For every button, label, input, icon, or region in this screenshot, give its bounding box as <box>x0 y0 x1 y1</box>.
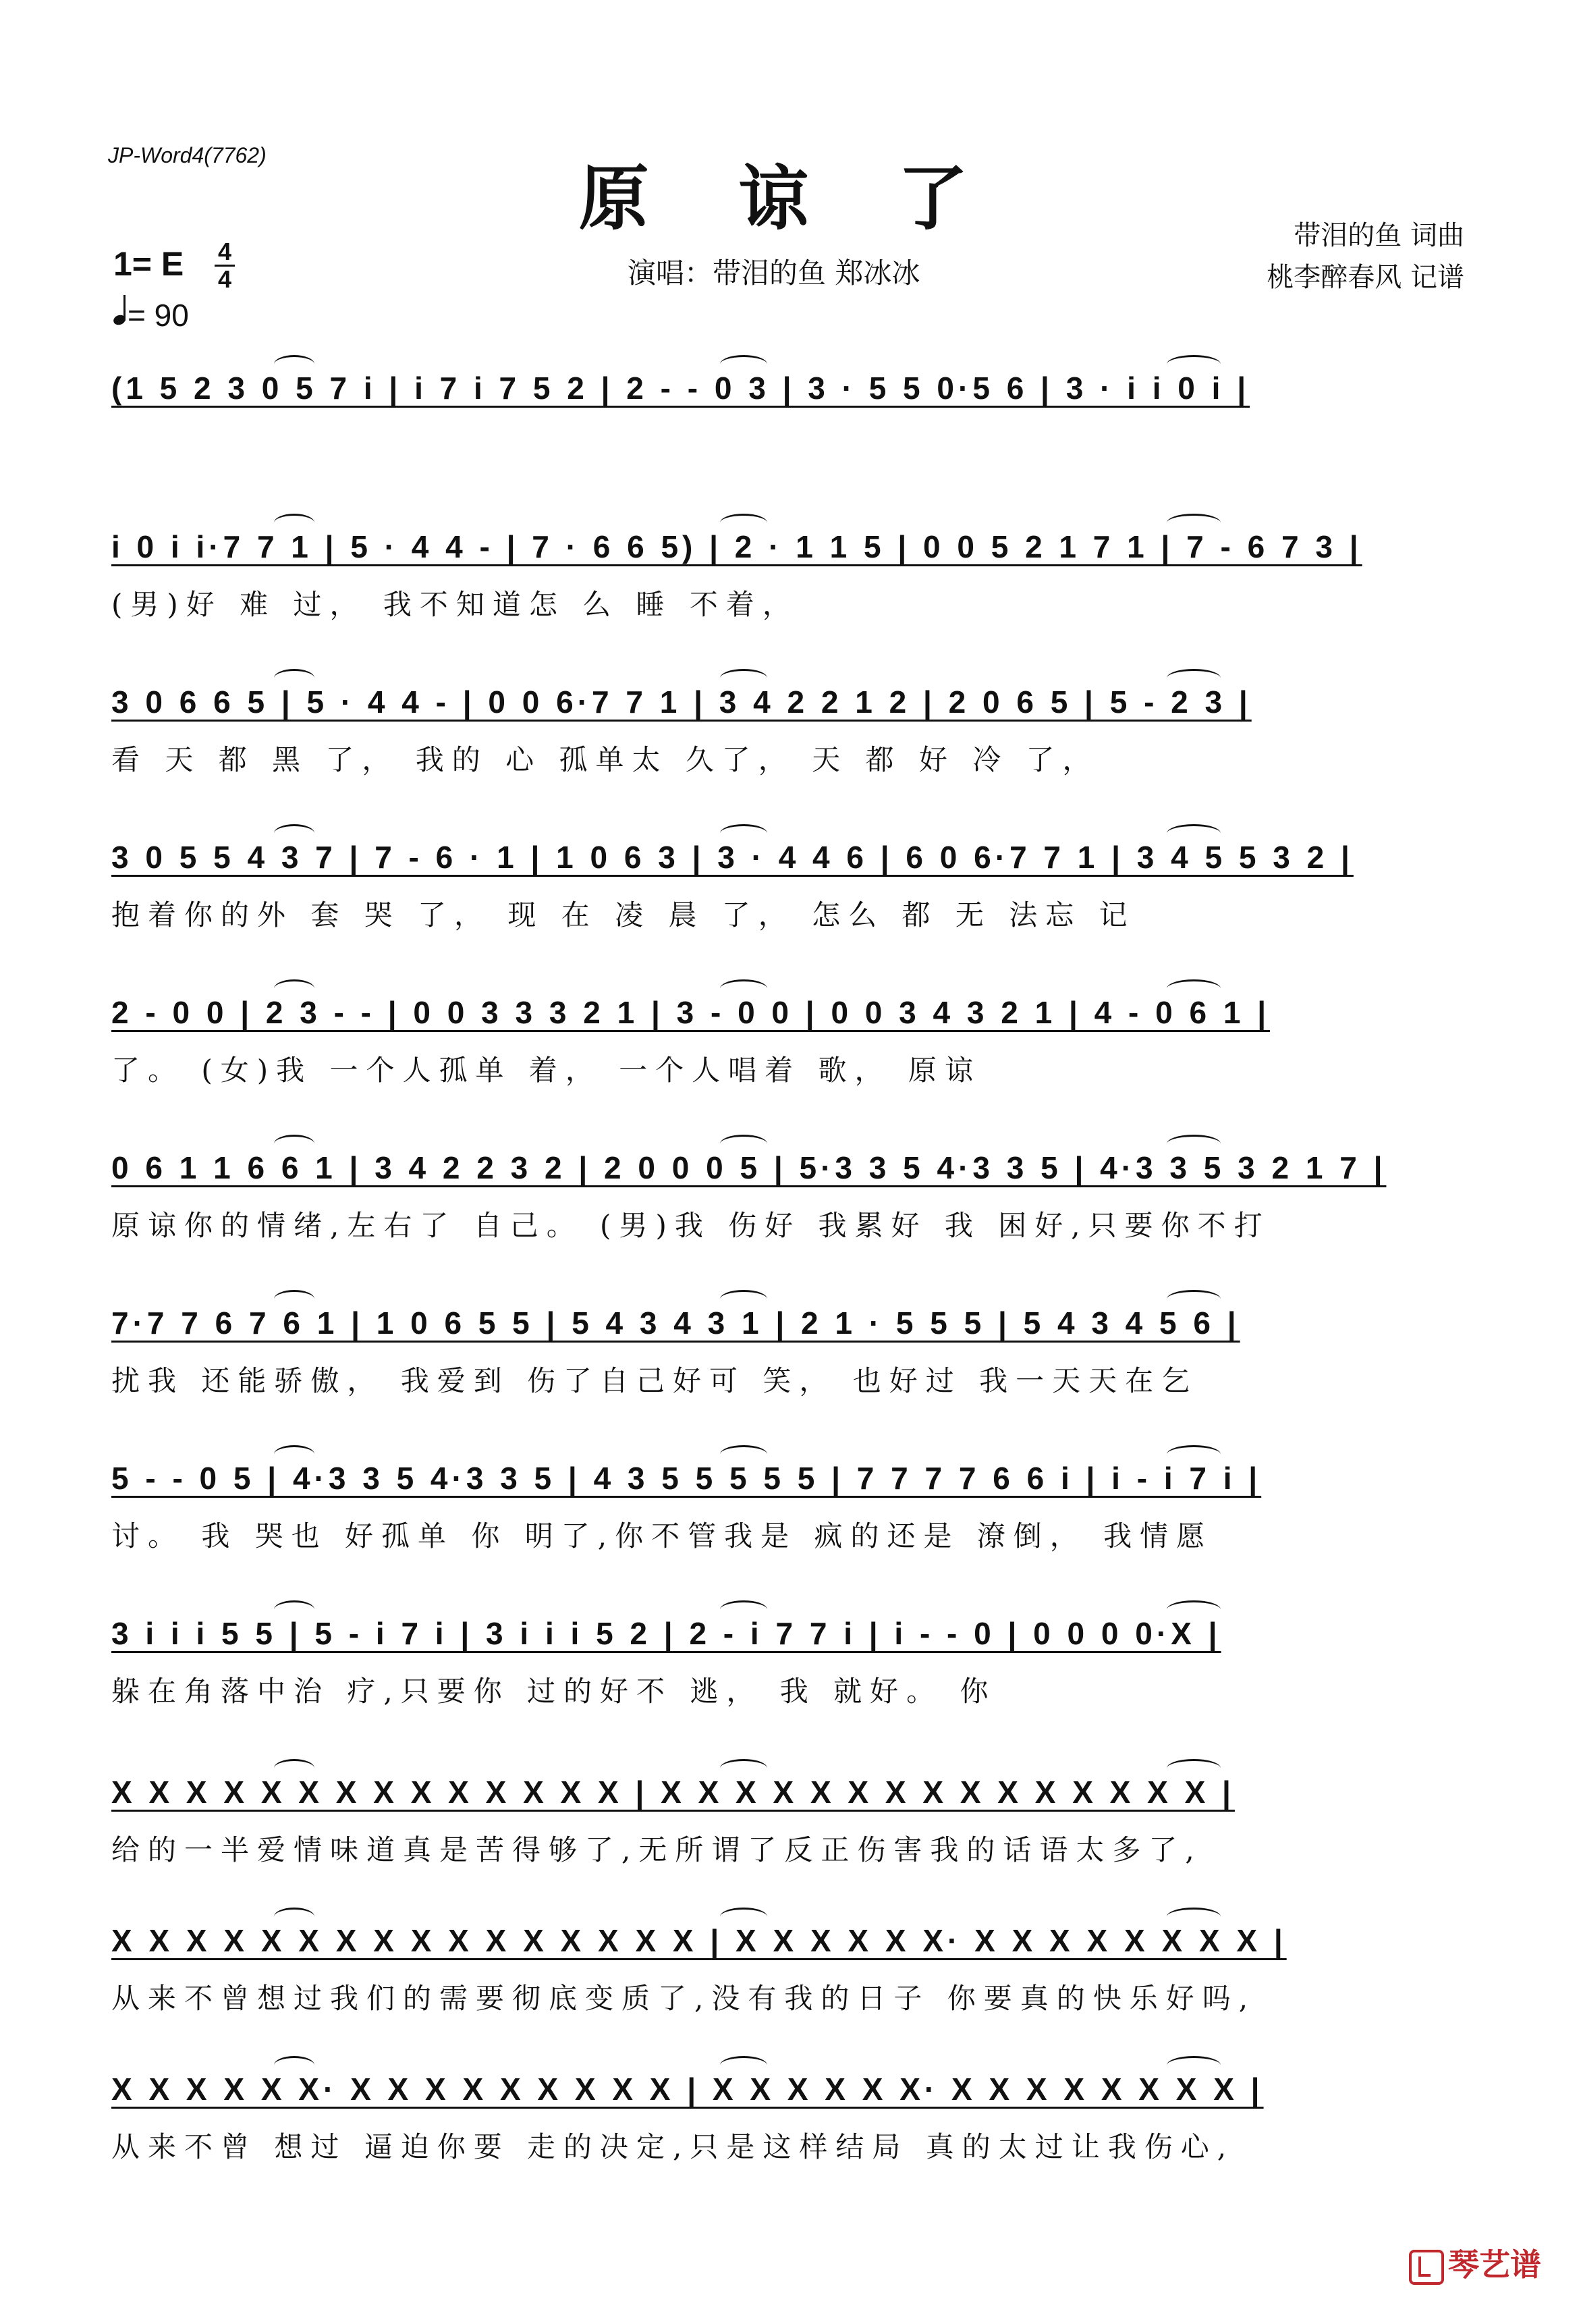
lyrics-line: 躲在角落中治 疗,只要你 过的好不 逃， 我 就好。 你 <box>111 1675 997 1708</box>
notation-line: 3 0 5 5 4 3 7 | 7 - 6 · 1 | 1 0 6 3 | 3 · 4 4 6 | 6 0 6·7 7 1 | 3 4 5 5 3 2 | <box>111 840 1354 875</box>
notation-line: 7·7 7 6 7 6 1 | 1 0 6 5 5 | 5 4 3 4 3 1 | 2 1 · 5 5 5 | 5 4 3 4 5 6 | <box>111 1305 1240 1341</box>
slur-arc <box>1167 669 1221 687</box>
lyrics-line: 抱着你的外 套 哭 了， 现 在 凌 晨 了， 怎么 都 无 法忘 记 <box>111 898 1136 931</box>
song-title: 原 谅 了 <box>578 157 1001 240</box>
notation-line: X X X X X X X X X X X X X X X X | X X X X X X· X X X X X X X X | <box>111 1923 1287 1958</box>
key-signature: 1= E <box>113 245 184 283</box>
slur-arc <box>1167 1135 1221 1153</box>
slur-arc <box>720 1135 767 1153</box>
slur-arc <box>720 355 767 373</box>
notation-line: 0 6 1 1 6 6 1 | 3 4 2 2 3 2 | 2 0 0 0 5 | 5·3 3 5 4·3 3 5 | 4·3 3 5 3 2 1 7 | <box>111 1150 1387 1185</box>
notation-line: i 0 i i·7 7 1 | 5 · 4 4 - | 7 · 6 6 5) | 2 · 1 1 5 | 0 0 5 2 1 7 1 | 7 - 6 7 3 | <box>111 529 1362 564</box>
slur-arc <box>274 355 314 373</box>
lyrics-line: 给的一半爱情味道真是苦得够了,无所谓了反正伤害我的话语太多了, <box>111 1833 1202 1866</box>
slur-arc <box>274 2056 314 2074</box>
slur-arc <box>274 1445 314 1463</box>
notation-line: X X X X X X X X X X X X X X | X X X X X X X X X X X X X X X | <box>111 1775 1235 1810</box>
notation-line: X X X X X X· X X X X X X X X X | X X X X X X· X X X X X X X X | <box>111 2072 1264 2107</box>
score-row <box>111 1455 1464 1556</box>
lyrics-line: 扰我 还能骄傲， 我爱到 伤了自己好可 笑， 也好过 我一天天在乞 <box>111 1364 1198 1397</box>
score-row <box>111 1917 1464 2018</box>
tempo-marking <box>113 297 189 333</box>
site-logo <box>1409 2240 1541 2285</box>
lyrics-line: 了。 (女)我 一个人孤单 着， 一个人唱着 歌， 原谅 <box>111 1054 981 1087</box>
score-row <box>111 678 1464 780</box>
slur-arc <box>274 1908 314 1926</box>
score-row <box>111 2065 1464 2167</box>
slur-arc <box>720 1908 767 1926</box>
tempo-value: = 90 <box>128 298 189 333</box>
slur-arc <box>720 669 767 687</box>
slur-arc <box>274 1290 314 1308</box>
slur-arc <box>1167 1445 1221 1463</box>
slur-arc <box>1167 979 1221 998</box>
slur-arc <box>720 1290 767 1308</box>
transcriber: 桃李醉春风 记谱 <box>1267 262 1464 293</box>
score-row <box>111 989 1464 1090</box>
slur-arc <box>274 824 314 842</box>
software-label: JP-Word4(7762) <box>108 143 267 167</box>
notation-line: 2 - 0 0 | 2 3 - - | 0 0 3 3 3 2 1 | 3 - 0 0 | 0 0 3 4 3 2 1 | 4 - 0 6 1 | <box>111 995 1271 1030</box>
slur-arc <box>274 514 314 532</box>
slur-arc <box>274 1135 314 1153</box>
logo-icon <box>1409 2250 1444 2285</box>
slur-arc <box>1167 824 1221 842</box>
slur-arc <box>720 1759 767 1777</box>
score-row <box>111 834 1464 935</box>
time-signature-bottom: 4 <box>217 265 232 293</box>
logo-text: 琴艺谱 <box>1448 2247 1541 2282</box>
notation-line: (1 5 2 3 0 5 7 i | i 7 i 7 5 2 | 2 - - 0 3 | 3 · 5 5 0·5 6 | 3 · i i 0 i | <box>111 371 1250 406</box>
notation-line: 3 0 6 6 5 | 5 · 4 4 - | 0 0 6·7 7 1 | 3 4 2 2 1 2 | 2 0 6 5 | 5 - 2 3 | <box>111 684 1252 720</box>
singer-credit: 演唱：带泪的鱼 郑冰冰 <box>628 256 920 290</box>
slur-arc <box>720 1445 767 1463</box>
score-row <box>111 1299 1464 1401</box>
slur-arc <box>1167 1290 1221 1308</box>
lyrics-line: 原谅你的情绪,左右了 自己。 (男)我 伤好 我累好 我 困好,只要你不打 <box>111 1209 1271 1242</box>
slur-arc <box>274 979 314 998</box>
lyricist-composer: 带泪的鱼 词曲 <box>1294 220 1464 251</box>
slur-arc <box>274 669 314 687</box>
lyrics-line: (男)好 难 过， 我不知道怎 么 睡 不着， <box>111 588 799 621</box>
slur-arc <box>720 824 767 842</box>
lyrics-line: 看 天 都 黑 了， 我的 心 孤单太 久了， 天 都 好 冷 了， <box>111 743 1099 776</box>
slur-arc <box>720 514 767 532</box>
slur-arc <box>1167 2056 1221 2074</box>
slur-arc <box>274 1759 314 1777</box>
slur-arc <box>1167 514 1221 532</box>
slur-arc <box>1167 1759 1221 1777</box>
score-row <box>111 364 1464 466</box>
slur-arc <box>1167 355 1221 373</box>
slur-arc <box>720 2056 767 2074</box>
notation-line: 5 - - 0 5 | 4·3 3 5 4·3 3 5 | 4 3 5 5 5 5 5 | 7 7 7 7 6 6 i | i - i 7 i | <box>111 1461 1262 1496</box>
notation-line: 3 i i i 5 5 | 5 - i 7 i | 3 i i i 5 2 | 2 - i 7 7 i | i - - 0 | 0 0 0 0·X | <box>111 1616 1221 1651</box>
score-row <box>111 523 1464 624</box>
credits <box>1267 215 1464 298</box>
slur-arc <box>274 1600 314 1619</box>
score-row <box>111 1768 1464 1870</box>
lyrics-line: 从来不曾想过我们的需要彻底变质了,没有我的日子 你要真的快乐好吗, <box>111 1982 1256 2015</box>
slur-arc <box>720 1600 767 1619</box>
lyrics-line: 从来不曾 想过 逼迫你要 走的决定,只是这样结局 真的太过让我伤心, <box>111 2130 1235 2163</box>
slur-arc <box>720 979 767 998</box>
score-row <box>111 1610 1464 1711</box>
slur-arc <box>1167 1600 1221 1619</box>
lyrics-line: 讨。 我 哭也 好孤单 你 明了,你不管我是 疯的还是 潦倒， 我情愿 <box>111 1519 1213 1552</box>
time-signature-top: 4 <box>217 238 232 265</box>
time-signature <box>215 240 235 291</box>
score-row <box>111 1144 1464 1245</box>
slur-arc <box>1167 1908 1221 1926</box>
